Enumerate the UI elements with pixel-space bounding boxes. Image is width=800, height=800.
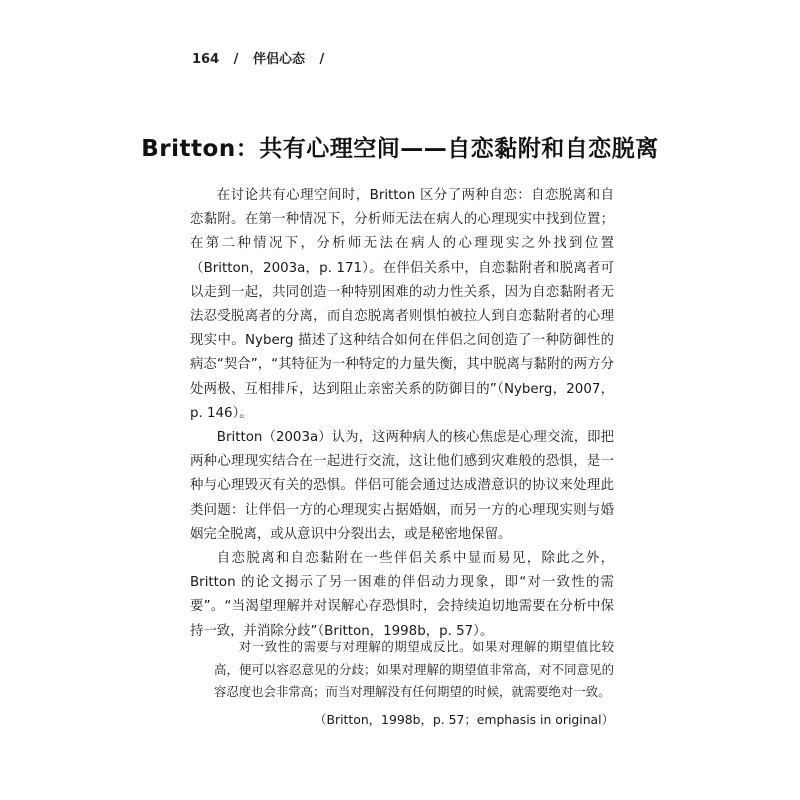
header-separator: /: [233, 52, 239, 67]
page-number: 164: [192, 52, 220, 67]
paragraph: Britton（2003a）认为，这两种病人的核心焦虑是心理交流，即把两种心理现实结合在一起进行交流，这让他们感到灾难般的恐惧，是一种与心理毁灭有关的恐惧。伴侣可能会通过达成潜意识的协议来处理此类问题：让伴侣一方的心理现实占据婚姻，而另一方的心理现实则与婚姻完全脱离，或从意识中分裂出去，或是秘密地保留。: [190, 430, 614, 542]
running-header: [192, 48, 334, 67]
body-text: [190, 184, 614, 644]
book-title: 伴侣心态: [252, 52, 305, 67]
paragraph: 在讨论共有心理空间时，Britton 区分了两种自恋：自恋脱离和自恋黏附。在第一种情况下，分析师无法在病人的心理现实中找到位置；在第二种情况下，分析师无法在病人的心理现实之外找到位置（Britton，2003a，p. 171）。在伴侣关系中，自恋黏附者和脱离者可以走到一起，共同创造一种特别困难的动力性关系，因为自恋黏附者无法忍受脱离者的分离，而自恋脱离者则惧怕被拉人到自恋黏附者的心理现实中。Nyberg 描述了这种结合如何在伴侣之间创造了一种防御性的病态“契合”，“其特征为一种特定的力量失衡，其中脱离与黏附的两方分处两极、互相排斥，达到阻止亲密关系的防御目的”（Nyberg，2007，p. 146）。: [190, 188, 614, 421]
block-quote-text: 对一致性的需要与对理解的期望成反比。如果对理解的期望值比较高，便可以容忍意见的分歧；如果对理解的期望值非常高，对不同意见的容忍度也会非常高；而当对理解没有任何期望的时候，就需要绝对一致。: [214, 639, 614, 699]
header-separator: /: [319, 52, 325, 67]
block-quote: [214, 636, 614, 704]
block-quote-citation: （Britton，1998b，p. 57；emphasis in original）: [314, 712, 614, 727]
section-title: Britton：共有心理空间——自恋黏附和自恋脱离: [141, 136, 659, 162]
paragraph: 自恋脱离和自恋黏附在一些伴侣关系中显而易见，除此之外，Britton 的论文揭示了另一困难的伴侣动力现象，即“对一致性的需要”。“当渴望理解并对误解心存恐惧时，会持续迫切地需要在分析中保持一致，并消除分歧”（Britton，1998b，p. 57）。: [190, 551, 614, 639]
